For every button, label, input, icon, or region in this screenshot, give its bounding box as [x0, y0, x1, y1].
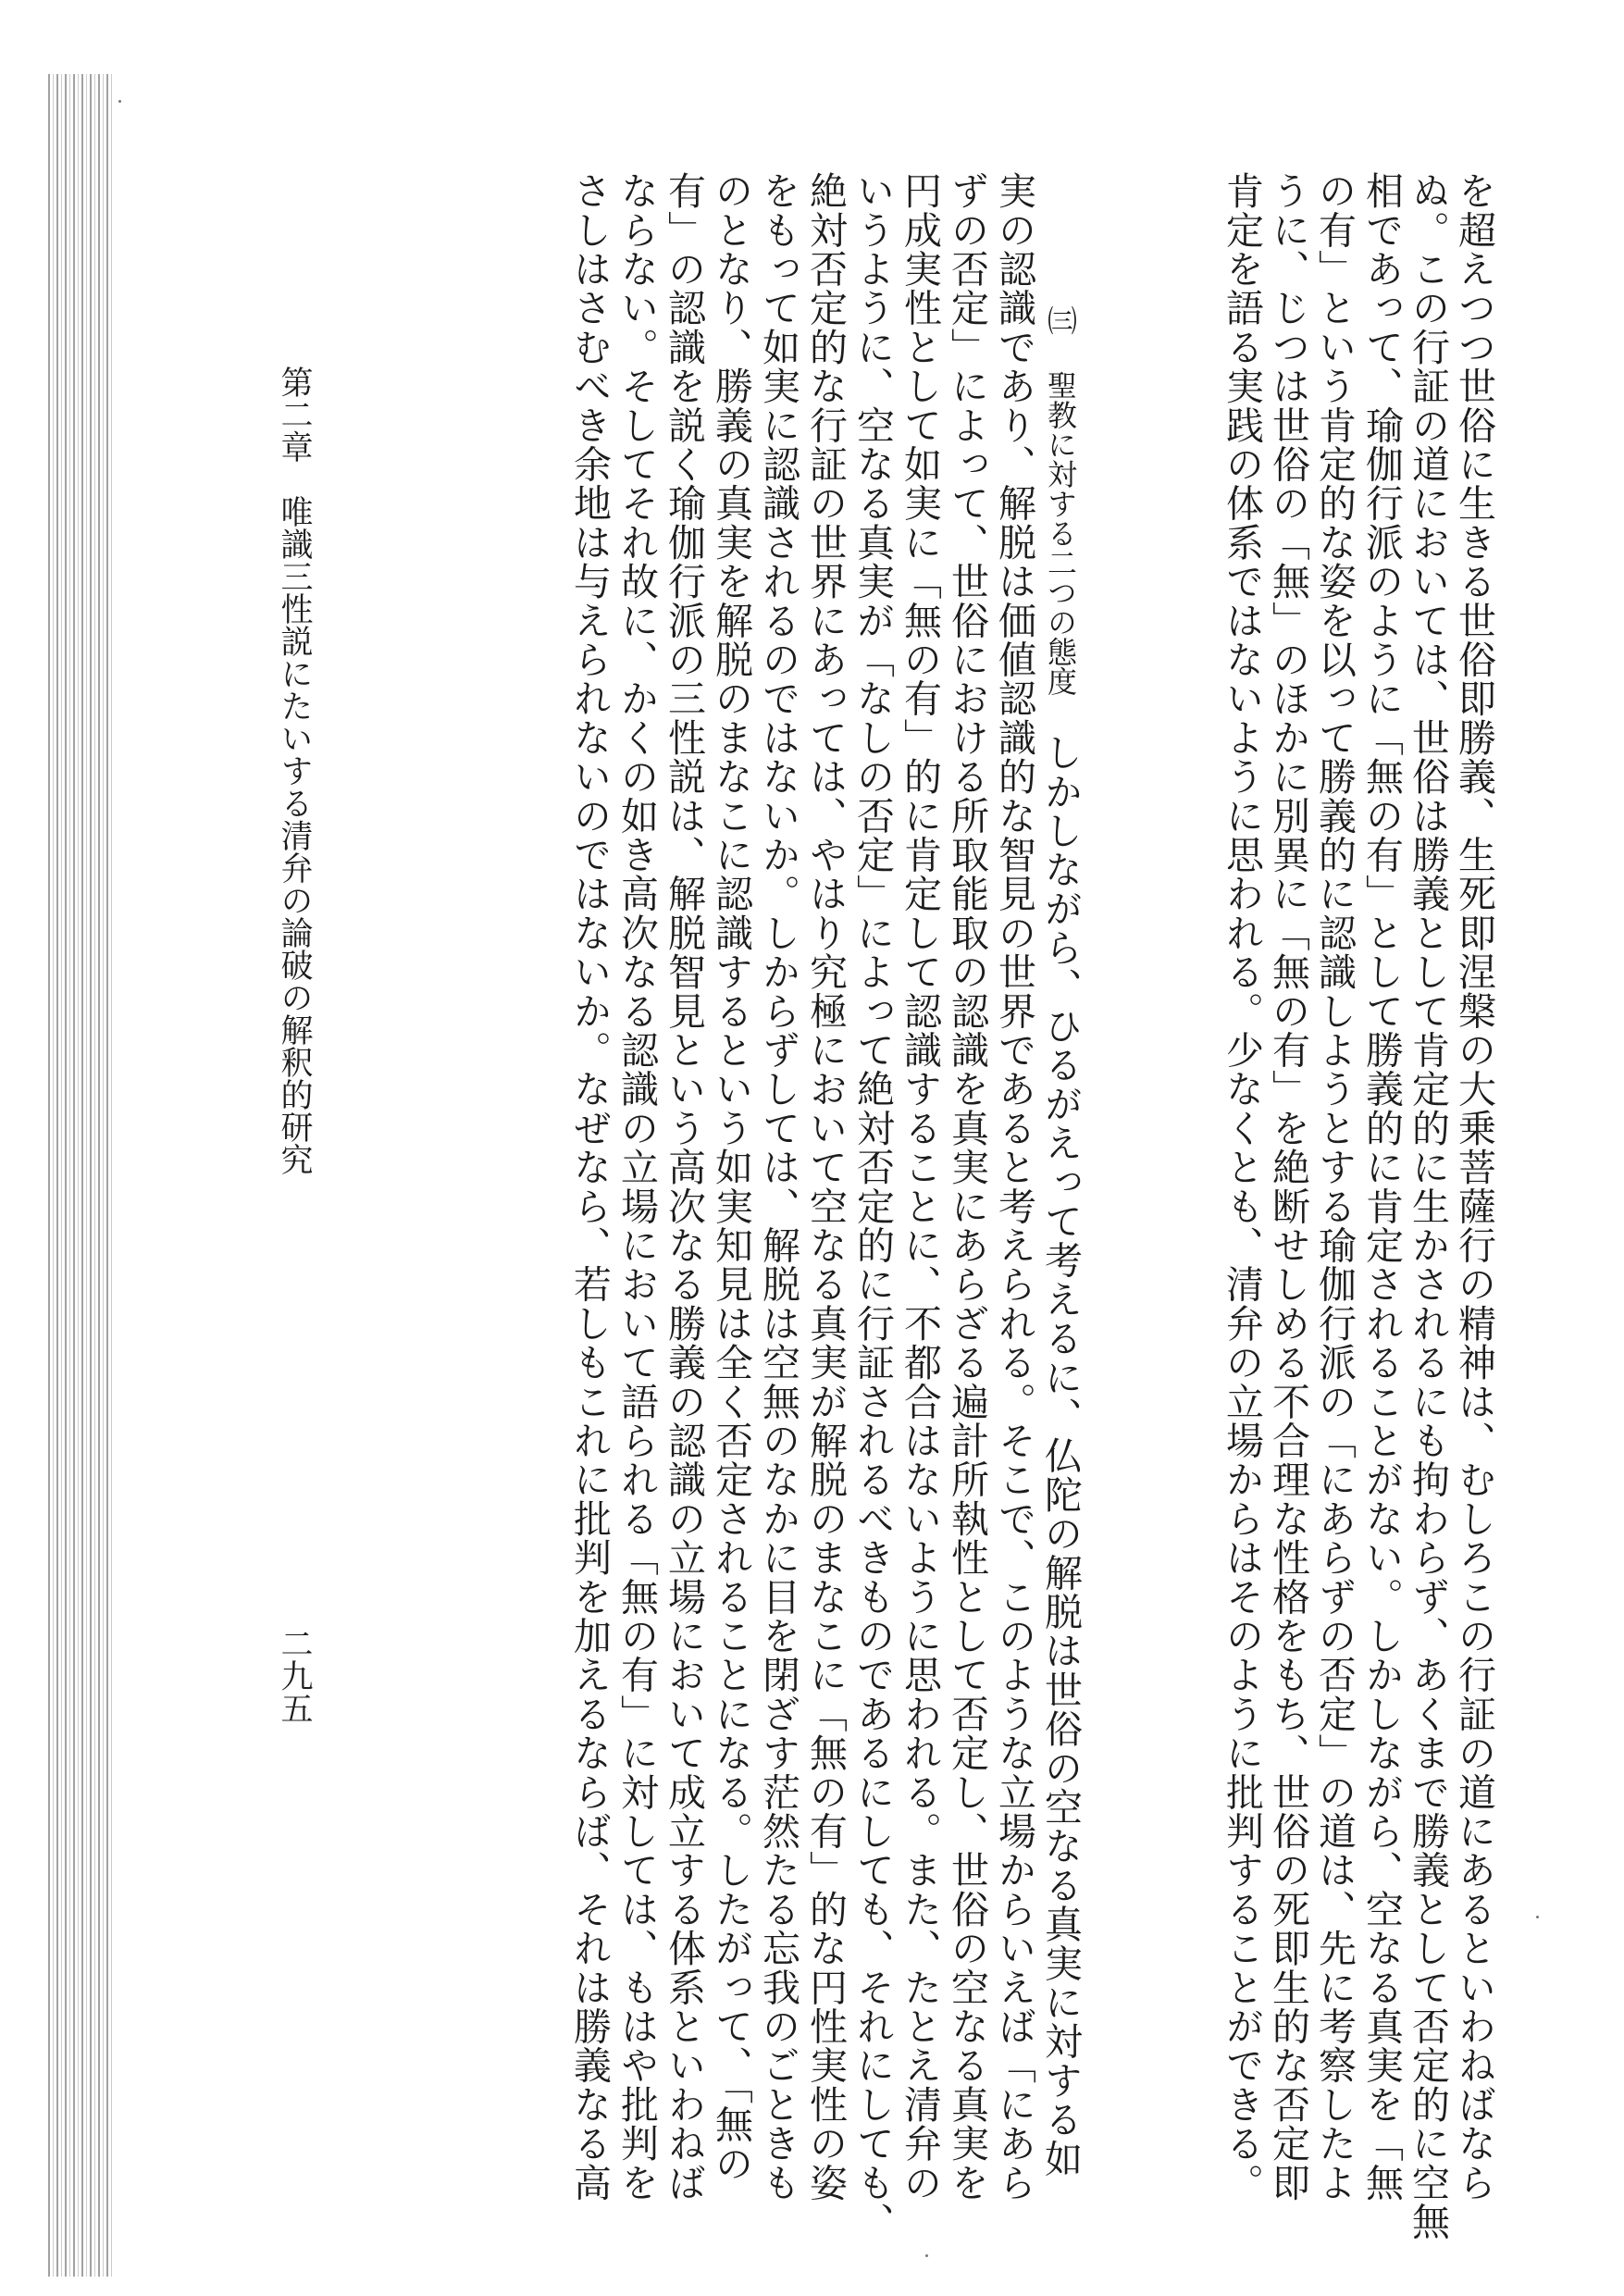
text-column-1: を超えつつ世俗に生きる世俗即勝義、生死即涅槃の大乗菩薩行の精神は、むしろこの行証の道にあるといわねばなら: [1452, 171, 1496, 2203]
text-column-11: 絶対否定的な行証の世界にあっては、やはり究極において空なる真実が解脱のまなこに「無の有」的な円性実性の姿: [803, 171, 848, 2203]
text-column-3: 相であって、瑜伽行派のように「無の有」として勝義的に肯定されることがない。しかしながら、空なる真実を「無: [1359, 171, 1404, 2203]
text-column-13: のとなり、勝義の真実を解脱のまなこに認識するという如実知見は全く否定されることになる。したがって、「無の: [709, 171, 753, 2183]
text-column-6: 肯定を語る実践の体系ではないように思われる。少なくとも、清弁の立場からはそのように批判することができる。: [1220, 171, 1264, 2203]
scan-speck: [118, 100, 121, 103]
text-column-15: ならない。そしてそれ故に、かくの如き高次なる認識の立場において語られる「無の有」に対しては、もはや批判を: [614, 171, 659, 2203]
section-heading-column: [1036, 305, 1085, 2178]
text-column-8: ずの否定」によって、世俗における所取能取の認識を真実にあらざる遍計所執性として否定し、世俗の空なる真実を: [945, 171, 989, 2203]
running-footer-chapter-title: 第二章 唯識三性説にたいする清弁の論破の解釈的研究: [276, 366, 313, 1175]
page-binding-edge: [48, 74, 115, 2277]
text-column-16: さしはさむべき余地は与えられないのではないか。なぜなら、若しもこれに批判を加えるならば、それは勝義なる高: [567, 171, 612, 2203]
scan-speck: [925, 2254, 928, 2257]
page-number: 二九五: [276, 1627, 313, 1724]
text-column-12: をもって如実に認識されるのではないか。しからずしては、解脱は空無のなかに目を閉ざす茫然たる忘我のごときも: [756, 171, 800, 2203]
section-heading: ㈢ 聖教に対する二つの態度: [1043, 305, 1078, 696]
text-column-9: 円成実性として如実に「無の有」的に肯定して認識することに、不都合はないように思われる。また、たとえ清弁の: [898, 171, 942, 2203]
text-column-5: うに、じつは世俗の「無」のほかに別異に「無の有」を絶断せしめる不合理な性格をもち、世俗の死即生的な否定即: [1266, 171, 1310, 2203]
text-column-4: の有」という肯定的な姿を以って勝義的に認識しようとする瑜伽行派の「にあらずの否定」の道は、先に考察したよ: [1312, 171, 1357, 2203]
text-column-14: 有」の認識を説く瑜伽行派の三性説は、解脱智見という高次なる勝義の認識の立場において成立する体系といわねば: [662, 171, 706, 2203]
text-column-7: 実の認識であり、解脱は価値認識的な智見の世界であると考えられる。そこで、このような立場からいえば「にあら: [992, 171, 1036, 2203]
section-opening-text: しかしながら、ひるがえって考えるに、仏陀の解脱は世俗の空なる真実に対する如: [1038, 733, 1083, 2178]
scan-speck: [1536, 1916, 1539, 1918]
text-column-10: いうように、空なる真実が「なしの否定」によって絶対否定的に行証されるべきものであるにしても、それにしても、: [850, 171, 895, 2241]
text-column-2: ぬ。この行証の道においては、世俗は勝義として肯定的に生かされるにも拘わらず、あくまで勝義として否定的に空無: [1406, 171, 1450, 2241]
